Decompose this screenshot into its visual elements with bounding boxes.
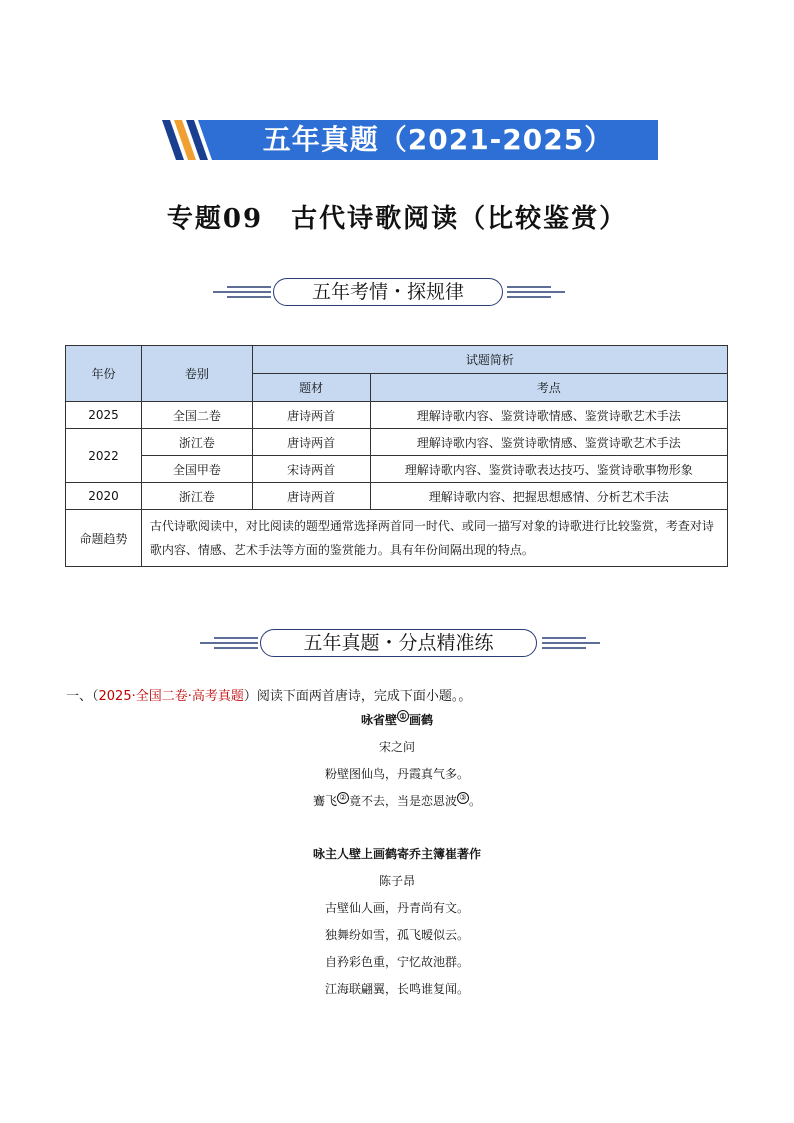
cell-points: 理解诗歌内容、鉴赏诗歌情感、鉴赏诗歌艺术手法 bbox=[370, 429, 727, 456]
poem-line-part: 。 bbox=[469, 794, 482, 808]
cell-year: 2022 bbox=[66, 429, 142, 483]
cell-material: 宋诗两首 bbox=[252, 456, 370, 483]
cell-year: 2020 bbox=[66, 483, 142, 510]
footnote-marker: ① bbox=[397, 710, 409, 722]
question-prefix: 一、（ bbox=[66, 689, 99, 704]
header-points: 考点 bbox=[370, 374, 727, 402]
table-row bbox=[66, 456, 728, 483]
poem-line-part: 竟不去，当是恋恩波 bbox=[348, 794, 457, 808]
header-material: 题材 bbox=[252, 374, 370, 402]
left-lines-decoration bbox=[200, 635, 260, 651]
cell-paper: 全国甲卷 bbox=[141, 456, 252, 483]
topic-title: 专题09 古代诗歌阅读（比较鉴赏） bbox=[166, 204, 628, 234]
section-pill-practice: 五年真题・分点精准练 bbox=[260, 629, 537, 657]
cell-paper: 浙江卷 bbox=[141, 429, 252, 456]
header-paper: 卷别 bbox=[141, 346, 252, 402]
poem-line bbox=[0, 788, 794, 815]
table-row bbox=[66, 483, 728, 510]
right-lines-decoration bbox=[505, 284, 565, 300]
poem-1 bbox=[0, 707, 794, 815]
cell-material: 唐诗两首 bbox=[252, 402, 370, 429]
cell-year: 2025 bbox=[66, 402, 142, 429]
table-row bbox=[66, 429, 728, 456]
poem-line: 古壁仙人画，丹青尚有文。 bbox=[324, 901, 469, 915]
trend-text: 古代诗歌阅读中，对比阅读的题型通常选择两首同一时代、或同一描写对象的诗歌进行比较鉴赏，考查对诗歌内容、情感、艺术手法等方面的鉴赏能力。具有年份间隔出现的特点。 bbox=[141, 510, 727, 567]
poem-line: 独舞纷如雪，孤飞暧似云。 bbox=[324, 928, 469, 942]
poem-title-text: 咏省壁 bbox=[360, 713, 397, 727]
question-prompt bbox=[66, 685, 726, 704]
cell-material: 唐诗两首 bbox=[252, 429, 370, 456]
header-analysis: 试题简析 bbox=[252, 346, 727, 374]
poem-title-end: 画鹤 bbox=[409, 713, 434, 727]
question-suffix: ）阅读下面两首唐诗，完成下面小题。。 bbox=[243, 689, 472, 704]
table-row bbox=[66, 402, 728, 429]
question-source: 2025·全国二卷·高考真题 bbox=[98, 689, 244, 704]
poem-2 bbox=[0, 841, 794, 1003]
poem-author: 宋之问 bbox=[378, 740, 415, 754]
section-pill-trends: 五年考情・探规律 bbox=[273, 278, 503, 306]
poem-line: 粉壁图仙鸟，丹霞真气多。 bbox=[324, 767, 469, 781]
exam-analysis-table bbox=[65, 345, 728, 567]
footnote-marker: ② bbox=[337, 792, 349, 804]
poem-title bbox=[0, 707, 794, 734]
poem-line: 江海联翩翼，长鸣谁复闻。 bbox=[324, 982, 469, 996]
left-lines-decoration bbox=[213, 284, 273, 300]
poem-author: 陈子昂 bbox=[378, 874, 415, 888]
title-banner bbox=[158, 120, 658, 160]
stripes-decoration bbox=[158, 120, 218, 160]
cell-points: 理解诗歌内容、鉴赏诗歌情感、鉴赏诗歌艺术手法 bbox=[370, 402, 727, 429]
section-header-trends bbox=[0, 278, 794, 306]
table-row-trend bbox=[66, 510, 728, 567]
cell-points: 理解诗歌内容、鉴赏诗歌表达技巧、鉴赏诗歌事物形象 bbox=[370, 456, 727, 483]
section-header-practice bbox=[0, 629, 794, 657]
poem-line-part: 鶱飞 bbox=[312, 794, 337, 808]
banner-title: 五年真题（2021-2025） bbox=[262, 123, 614, 156]
poem-line: 自矜彩色重，宁忆故池群。 bbox=[324, 955, 469, 969]
cell-paper: 全国二卷 bbox=[141, 402, 252, 429]
right-lines-decoration bbox=[540, 635, 600, 651]
footnote-marker: ③ bbox=[457, 792, 469, 804]
header-year: 年份 bbox=[66, 346, 142, 402]
cell-points: 理解诗歌内容、把握思想感情、分析艺术手法 bbox=[370, 483, 727, 510]
poem-title: 咏主人壁上画鹤寄乔主簿崔著作 bbox=[312, 847, 481, 861]
cell-paper: 浙江卷 bbox=[141, 483, 252, 510]
trend-label: 命题趋势 bbox=[66, 510, 142, 567]
cell-material: 唐诗两首 bbox=[252, 483, 370, 510]
